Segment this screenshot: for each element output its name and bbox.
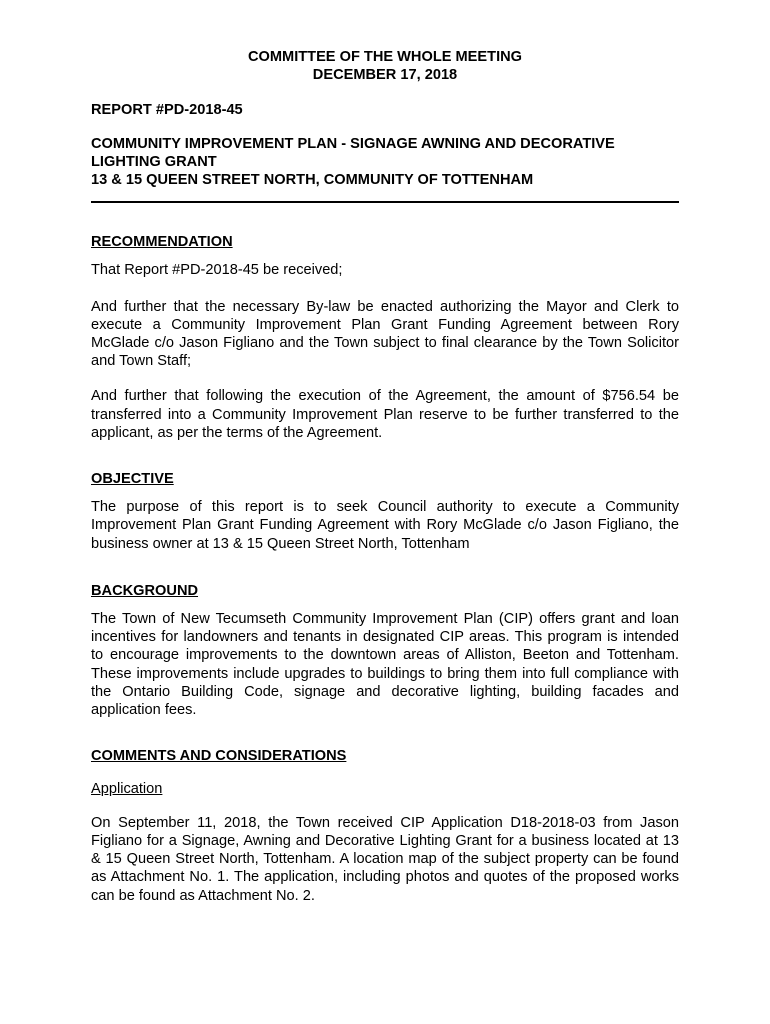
recommendation-paragraph: And further that the necessary By-law be enacted authorizing the Mayor and Clerk to execute a Community Improvement Plan Grant Funding Agreement between Rory McGlade c/o Jason Figliano and the Town subject to final clearance by the Town Solicitor and Town Staff; [91, 298, 679, 370]
recommendation-paragraph: And further that following the execution of the Agreement, the amount of $756.54 be transferred into a Community Improvement Plan reserve to be further transferred to the applicant, as per the terms of the Agreement. [91, 388, 679, 441]
report-title-line: LIGHTING GRANT [91, 153, 217, 170]
meeting-title: COMMITTEE OF THE WHOLE MEETING [247, 49, 523, 65]
recommendation-heading: RECOMMENDATION [91, 234, 233, 251]
background-paragraph: The Town of New Tecumseth Community Improvement Plan (CIP) offers grant and loan incentives for landowners and tenants in designated CIP areas. This program is intended to encourage improvements to the downtown areas of Alliston, Beeton and Tottenham. These improvements include upgrades to buildings to bring them into full compliance with the Ontario Building Code, signage and decorative lighting, building facades and application fees. [91, 611, 679, 719]
report-title-line: COMMUNITY IMPROVEMENT PLAN - SIGNAGE AWNING AND DECORATIVE [91, 135, 615, 152]
recommendation-paragraph: That Report #PD-2018-45 be received; [91, 262, 343, 279]
divider [91, 201, 679, 203]
application-subheading: Application [91, 781, 163, 798]
report-title-line: 13 & 15 QUEEN STREET NORTH, COMMUNITY OF TOTTENHAM [91, 172, 534, 189]
document-page [91, 48, 679, 905]
objective-paragraph: The purpose of this report is to seek Council authority to execute a Community Improvement Plan Grant Funding Agreement with Rory McGlade c/o Jason Figliano, the business owner at 13 & 15 Queen Street North, Tottenham [91, 499, 679, 552]
comments-heading: COMMENTS AND CONSIDERATIONS [91, 748, 347, 765]
report-number: REPORT #PD-2018-45 [91, 102, 243, 119]
meeting-date: DECEMBER 17, 2018 [312, 67, 458, 84]
background-heading: BACKGROUND [91, 582, 199, 599]
objective-heading: OBJECTIVE [91, 471, 174, 488]
report-title [91, 135, 679, 190]
application-paragraph: On September 11, 2018, the Town received CIP Application D18-2018-03 from Jason Figliano for a Signage, Awning and Decorative Lighting Grant for a business located at 13 & 15 Queen Street North, Tottenham. A location map of the subject property can be found as Attachment No. 1. The application, including photos and quotes of the proposed works can be found as Attachment No. 2. [91, 814, 679, 904]
